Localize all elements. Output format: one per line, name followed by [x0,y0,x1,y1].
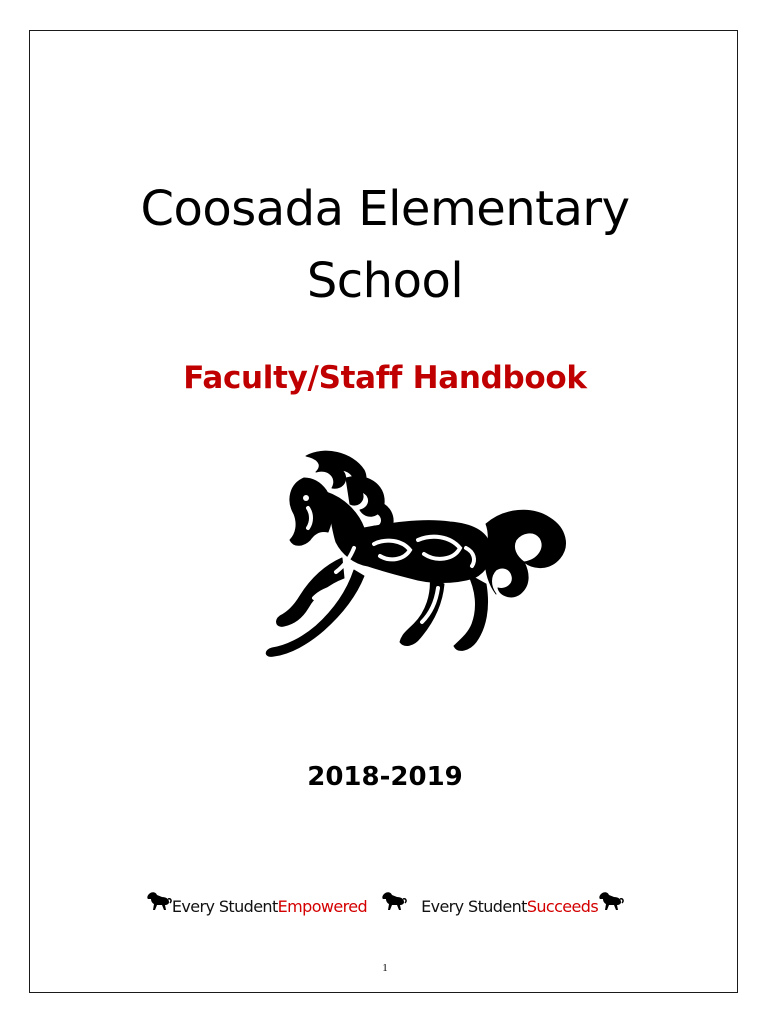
mustang-horse-icon [381,890,407,912]
mustang-horse-icon [598,890,624,912]
school-name-line2: School [306,253,464,309]
motto-part-2-prefix: Every Student [421,897,527,916]
motto-part-1-prefix: Every Student [171,897,278,916]
school-name-line1: Coosada Elementary [140,181,630,237]
motto-part-2 [421,897,598,916]
motto-part-1-highlight: Empowered [277,897,368,916]
motto-banner [0,880,770,916]
handbook-subtitle: Faculty/Staff Handbook [183,360,587,396]
mustang-horse-icon [254,448,574,660]
school-year: 2018-2019 [307,762,463,792]
page-number: 1 [382,962,388,974]
motto-part-2-highlight: Succeeds [526,897,599,916]
mustang-horse-icon [146,890,172,912]
motto-part-1 [172,897,367,916]
